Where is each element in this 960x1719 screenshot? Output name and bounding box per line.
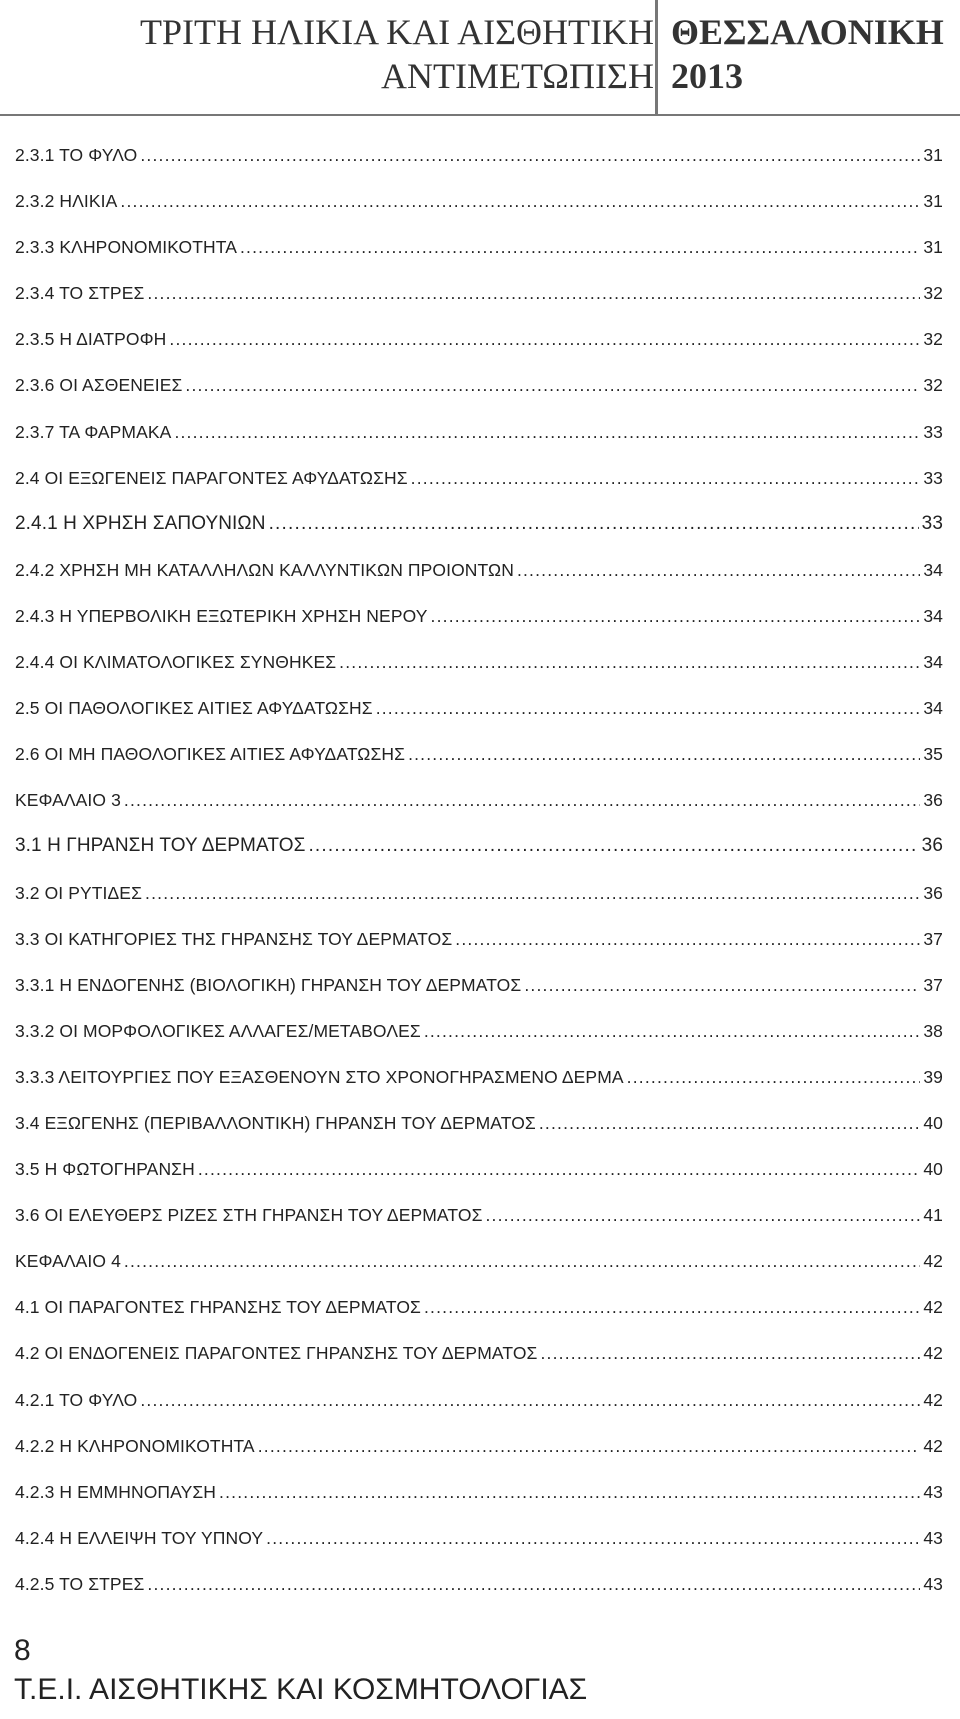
toc-dot-leader xyxy=(627,1065,921,1089)
toc-dot-leader xyxy=(269,512,919,536)
toc-entry[interactable] xyxy=(15,742,943,788)
toc-entry-page: 43 xyxy=(923,1527,943,1548)
toc-entry-page: 32 xyxy=(923,375,943,396)
toc-entry-title: 2.4.4 ΟΙ ΚΛΙΜΑΤΟΛΟΓΙΚΕΣ ΣΥΝΘΗΚΕΣ xyxy=(15,652,337,673)
toc-entry[interactable] xyxy=(15,973,943,1019)
toc-dot-leader xyxy=(145,881,920,905)
toc-dot-leader xyxy=(431,604,921,628)
toc-dot-leader xyxy=(219,1480,920,1504)
toc-entry-title: 4.2.2 Η ΚΛΗΡΟΝΟΜΙΚΟΤΗΤΑ xyxy=(15,1435,255,1456)
toc-entry-page: 33 xyxy=(923,467,943,488)
toc-entry-page: 34 xyxy=(923,605,943,626)
toc-entry-title: 4.2.3 Η ΕΜΜΗΝΟΠΑΥΣΗ xyxy=(15,1481,217,1502)
toc-entry-title: 4.1 ΟΙ ΠΑΡΑΓΟΝΤΕΣ ΓΗΡΑΝΣΗΣ ΤΟΥ ΔΕΡΜΑΤΟΣ xyxy=(15,1297,421,1318)
toc-entry[interactable] xyxy=(15,189,943,235)
page-header xyxy=(0,0,960,116)
toc-entry-title: 3.5 Η ΦΩΤΟΓΗΡΑΝΣΗ xyxy=(15,1159,195,1180)
toc-entry-page: 36 xyxy=(923,882,943,903)
toc-dot-leader xyxy=(376,696,921,720)
toc-entry-page: 38 xyxy=(923,1020,943,1041)
toc-entry[interactable] xyxy=(15,466,943,512)
toc-entry[interactable] xyxy=(15,1111,943,1157)
toc-entry-title: 2.3.2 ΗΛΙΚΙΑ xyxy=(15,191,118,212)
toc-entry-title: 3.2 ΟΙ ΡΥΤΙΔΕΣ xyxy=(15,882,143,903)
toc-entry-page: 42 xyxy=(923,1343,943,1364)
toc-entry[interactable] xyxy=(15,1203,943,1249)
toc-entry-page: 43 xyxy=(923,1573,943,1594)
toc-entry-title: 3.4 ΕΞΩΓΕΝΗΣ (ΠΕΡΙΒΑΛΛΟΝΤΙΚΗ) ΓΗΡΑΝΣΗ ΤΟΥ ΔΕΡΜΑΤΟΣ xyxy=(15,1112,536,1133)
table-of-contents xyxy=(15,143,943,1618)
toc-entry-page: 41 xyxy=(923,1205,943,1226)
toc-dot-leader xyxy=(120,189,920,213)
toc-dot-leader xyxy=(539,1111,920,1135)
toc-dot-leader xyxy=(517,558,920,582)
toc-entry-title: 2.3.3 ΚΛΗΡΟΝΟΜΙΚΟΤΗΤΑ xyxy=(15,237,237,258)
toc-entry-title: 2.3.6 ΟΙ ΑΣΘΕΝΕΙΕΣ xyxy=(15,375,183,396)
toc-entry-page: 33 xyxy=(921,512,943,534)
header-year: 2013 xyxy=(671,56,743,96)
toc-entry-page: 32 xyxy=(923,329,943,350)
toc-entry-title: ΚΕΦΑΛΑΙΟ 4 xyxy=(15,1251,121,1272)
toc-entry-page: 35 xyxy=(923,744,943,765)
toc-dot-leader xyxy=(124,1249,920,1273)
toc-entry-title: 3.3.1 Η ΕΝΔΟΓΕΝΗΣ (ΒΙΟΛΟΓΙΚΗ) ΓΗΡΑΝΣΗ ΤΟΥ ΔΕΡΜΑΤΟΣ xyxy=(15,974,522,995)
toc-dot-leader xyxy=(455,927,920,951)
toc-dot-leader xyxy=(174,420,920,444)
toc-entry[interactable] xyxy=(15,420,943,466)
toc-entry-title: 4.2.1 ΤΟ ΦΥΛΟ xyxy=(15,1389,138,1410)
toc-dot-leader xyxy=(524,973,920,997)
toc-entry[interactable] xyxy=(15,1249,943,1295)
toc-entry-page: 34 xyxy=(923,652,943,673)
toc-entry[interactable] xyxy=(15,788,943,834)
toc-dot-leader xyxy=(408,742,920,766)
toc-dot-leader xyxy=(169,327,920,351)
toc-entry[interactable] xyxy=(15,281,943,327)
toc-dot-leader xyxy=(258,1434,921,1458)
header-rule xyxy=(0,114,960,116)
toc-dot-leader xyxy=(185,373,920,397)
toc-entry[interactable] xyxy=(15,927,943,973)
toc-entry[interactable] xyxy=(15,558,943,604)
toc-entry-page: 40 xyxy=(923,1159,943,1180)
toc-entry-title: 3.3.2 ΟΙ ΜΟΡΦΟΛΟΓΙΚΕΣ ΑΛΛΑΓΕΣ/ΜΕΤΑΒΟΛΕΣ xyxy=(15,1020,421,1041)
toc-entry-page: 31 xyxy=(923,237,943,258)
toc-entry[interactable] xyxy=(15,512,943,558)
toc-entry[interactable] xyxy=(15,1341,943,1387)
toc-entry[interactable] xyxy=(15,834,943,880)
header-city: ΘΕΣΣΑΛΟΝΙΚΗ xyxy=(671,12,944,52)
toc-entry-title: 2.3.1 ΤΟ ΦΥΛΟ xyxy=(15,145,138,165)
toc-entry-page: 42 xyxy=(923,1251,943,1272)
toc-entry-title: 4.2 ΟΙ ΕΝΔΟΓΕΝΕΙΣ ΠΑΡΑΓΟΝΤΕΣ ΓΗΡΑΝΣΗΣ ΤΟΥ ΔΕΡΜΑΤΟΣ xyxy=(15,1343,538,1364)
toc-entry[interactable] xyxy=(15,143,943,189)
toc-entry-page: 34 xyxy=(923,559,943,580)
toc-entry-title: 4.2.5 ΤΟ ΣΤΡΕΣ xyxy=(15,1573,145,1594)
toc-entry-title: 2.4.3 Η ΥΠΕΡΒΟΛΙΚΗ ΕΞΩΤΕΡΙΚΗ ΧΡΗΣΗ ΝΕΡΟΥ xyxy=(15,605,428,626)
toc-entry-page: 40 xyxy=(923,1112,943,1133)
toc-entry-page: 42 xyxy=(923,1435,943,1456)
toc-dot-leader xyxy=(140,143,920,167)
toc-dot-leader xyxy=(140,1388,920,1412)
toc-entry[interactable] xyxy=(15,881,943,927)
toc-entry-title: 3.3.3 ΛΕΙΤΟΥΡΓΙΕΣ ΠΟΥ ΕΞΑΣΘΕΝΟΥΝ ΣΤΟ ΧΡΟΝΟΓΗΡΑΣΜΕΝΟ ΔΕΡΜΑ xyxy=(15,1066,624,1087)
toc-entry-page: 33 xyxy=(923,421,943,442)
toc-entry-page: 37 xyxy=(923,974,943,995)
toc-entry-title: 3.3 ΟΙ ΚΑΤΗΓΟΡΙΕΣ ΤΗΣ ΓΗΡΑΝΣΗΣ ΤΟΥ ΔΕΡΜΑΤΟΣ xyxy=(15,928,453,949)
toc-entry-title: 2.6 ΟΙ ΜΗ ΠΑΘΟΛΟΓΙΚΕΣ ΑΙΤΙΕΣ ΑΦΥΔΑΤΩΣΗΣ xyxy=(15,744,406,765)
toc-dot-leader xyxy=(266,1526,920,1550)
toc-dot-leader xyxy=(240,235,920,259)
toc-entry[interactable] xyxy=(15,1526,943,1572)
toc-entry-page: 32 xyxy=(923,283,943,304)
toc-dot-leader xyxy=(424,1019,921,1043)
header-title-line1: ΤΡΙΤΗ ΗΛΙΚΙΑ ΚΑΙ ΑΙΣΘΗΤΙΚΗ xyxy=(140,12,654,52)
toc-entry-title: 2.3.5 Η ΔΙΑΤΡΟΦΗ xyxy=(15,329,167,350)
toc-entry[interactable] xyxy=(15,235,943,281)
toc-dot-leader xyxy=(411,466,921,490)
toc-dot-leader xyxy=(424,1295,920,1319)
toc-entry-page: 39 xyxy=(923,1066,943,1087)
toc-entry-page: 36 xyxy=(923,790,943,811)
toc-entry[interactable] xyxy=(15,1388,943,1434)
toc-dot-leader xyxy=(124,788,920,812)
toc-entry[interactable] xyxy=(15,1157,943,1203)
toc-entry-title: 3.1 Η ΓΗΡΑΝΣΗ ΤΟΥ ΔΕΡΜΑΤΟΣ xyxy=(15,835,306,857)
toc-entry-page: 43 xyxy=(923,1481,943,1502)
header-title xyxy=(140,10,654,98)
toc-entry-title: 2.3.4 ΤΟ ΣΤΡΕΣ xyxy=(15,283,145,304)
toc-entry[interactable] xyxy=(15,1065,943,1111)
toc-dot-leader xyxy=(198,1157,920,1181)
toc-entry-title: 2.4 ΟΙ ΕΞΩΓΕΝΕΙΣ ΠΑΡΑΓΟΝΤΕΣ ΑΦΥΔΑΤΩΣΗΣ xyxy=(15,467,408,488)
toc-entry-title: 3.6 ΟΙ ΕΛΕΥΘΕΡΣ ΡΙΖΕΣ ΣΤΗ ΓΗΡΑΝΣΗ ΤΟΥ ΔΕΡΜΑΤΟΣ xyxy=(15,1205,483,1226)
toc-entry[interactable] xyxy=(15,650,943,696)
toc-dot-leader xyxy=(147,1572,920,1596)
toc-entry-title: 2.4.2 ΧΡΗΣΗ ΜΗ ΚΑΤΑΛΛΗΛΩΝ ΚΑΛΛΥΝΤΙΚΩΝ ΠΡΟΙΟΝΤΩΝ xyxy=(15,559,514,580)
toc-entry-page: 31 xyxy=(923,145,943,165)
header-location xyxy=(671,10,944,98)
toc-entry-title: 4.2.4 Η ΕΛΛΕΙΨΗ ΤΟΥ ΥΠΝΟΥ xyxy=(15,1527,264,1548)
toc-entry[interactable] xyxy=(15,696,943,742)
toc-entry-page: 36 xyxy=(921,835,943,857)
footer-institution: Τ.Ε.Ι. ΑΙΣΘΗΤΙΚΗΣ ΚΑΙ ΚΟΣΜΗΤΟΛΟΓΙΑΣ xyxy=(14,1673,588,1706)
toc-entry-page: 31 xyxy=(923,191,943,212)
toc-entry[interactable] xyxy=(15,604,943,650)
toc-dot-leader xyxy=(147,281,920,305)
toc-entry[interactable] xyxy=(15,1019,943,1065)
toc-entry-title: 2.5 ΟΙ ΠΑΘΟΛΟΓΙΚΕΣ ΑΙΤΙΕΣ ΑΦΥΔΑΤΩΣΗΣ xyxy=(15,698,373,719)
toc-entry[interactable] xyxy=(15,1572,943,1618)
toc-dot-leader xyxy=(486,1203,921,1227)
toc-entry[interactable] xyxy=(15,1295,943,1341)
toc-dot-leader xyxy=(540,1341,920,1365)
toc-entry-page: 34 xyxy=(923,698,943,719)
toc-entry-title: ΚΕΦΑΛΑΙΟ 3 xyxy=(15,790,121,811)
header-title-line2: ΑΝΤΙΜΕΤΩΠΙΣΗ xyxy=(380,56,654,96)
toc-entry[interactable] xyxy=(15,373,943,419)
toc-dot-leader xyxy=(339,650,920,674)
toc-dot-leader xyxy=(308,834,918,858)
toc-entry-page: 42 xyxy=(923,1389,943,1410)
toc-entry[interactable] xyxy=(15,327,943,373)
toc-entry-title: 2.3.7 ΤΑ ΦΑΡΜΑΚΑ xyxy=(15,421,172,442)
toc-entry[interactable] xyxy=(15,1480,943,1526)
page-number: 8 xyxy=(14,1634,31,1667)
toc-entry-page: 37 xyxy=(923,928,943,949)
header-divider xyxy=(655,0,658,116)
toc-entry-title: 2.4.1 Η ΧΡΗΣΗ ΣΑΠΟΥΝΙΩΝ xyxy=(15,512,266,534)
toc-entry-page: 42 xyxy=(923,1297,943,1318)
toc-entry[interactable] xyxy=(15,1434,943,1480)
